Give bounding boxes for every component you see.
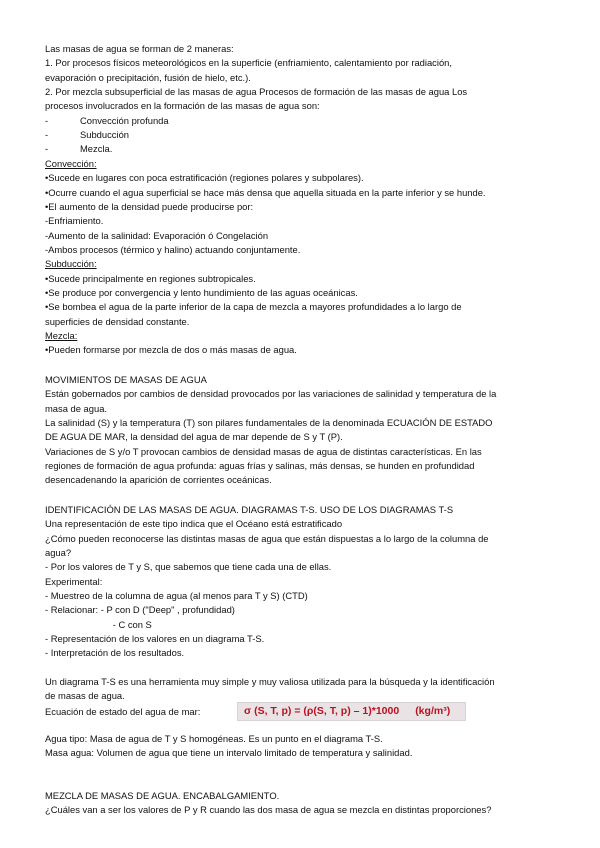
conveccion-line: •Ocurre cuando el agua superficial se hace más densa que aquella situada en la parte inferior y se hunde.	[45, 186, 486, 198]
diagrama-section	[45, 675, 556, 704]
movimientos-line: DE AGUA DE MAR, la densidad del agua de mar depende de S y T (P).	[45, 431, 343, 443]
masa-agua-line: Masa agua: Volumen de agua que tiene un intervalo limitado de temperatura y salinidad.	[45, 747, 413, 759]
movimientos-line: La salinidad (S) y la temperatura (T) son pilares fundamentales de la denominada ECUACIÓN DE ESTADO	[45, 417, 493, 429]
mezcla-masas-title: MEZCLA DE MASAS DE AGUA. ENCABALGAMIENTO.	[45, 790, 280, 801]
agua-tipo-line: Agua tipo: Masa de agua de T y S homogéneas. Es un punto en el diagrama T-S.	[45, 733, 383, 744]
list-bullet: -	[45, 129, 49, 141]
diagrama-line-1: Un diagrama T-S es una herramienta muy simple y muy valiosa utilizada para la búsqueda y la identificación	[45, 676, 495, 687]
subduccion-line: •Se bombea el agua de la parte inferior de la capa de mezcla a mayores profundidades a lo largo de	[45, 301, 462, 313]
identificacion-line: - Relacionar: - P con D ("Deep" , profundidad)	[45, 604, 235, 616]
intro-line-3: evaporación o precipitación, fusión de hielo, etc.).	[45, 71, 251, 83]
conveccion-line: •El aumento de la densidad puede producirse por:	[45, 201, 254, 213]
identificacion-line: - Por los valores de T y S, que sabemos que tiene cada una de ellas.	[45, 561, 332, 573]
identificacion-section	[45, 503, 556, 661]
mezcla-masas-question: ¿Cuáles van a ser los valores de P y R cuando las dos masa de agua se mezcla en distintas proporciones?	[45, 804, 492, 816]
identificacion-line: agua?	[45, 547, 72, 559]
movimientos-section	[45, 373, 556, 488]
intro-line-2: 1. Por procesos físicos meteorológicos en la superficie (enfriamiento, calentamiento por radiación,	[45, 57, 452, 69]
equation-label: Ecuación de estado del agua de mar:	[45, 706, 201, 717]
movimientos-line: masa de agua.	[45, 402, 108, 414]
conveccion-section	[45, 157, 556, 358]
movimientos-line: Están gobernados por cambios de densidad provocados por las variaciones de salinidad y temperatura de la	[45, 388, 497, 400]
subduccion-line: •Sucede principalmente en regiones subtropicales.	[45, 272, 256, 284]
movimientos-title: MOVIMIENTOS DE MASAS DE AGUA	[45, 374, 207, 385]
identificacion-line: Una representación de este tipo indica que el Océano está estratificado	[45, 518, 343, 530]
movimientos-line: regiones de formación de agua profunda: aguas frías y salinas, más densas, se hunden en profundidad	[45, 460, 475, 472]
intro-block	[45, 42, 556, 114]
diagrama-line-2: de masas de agua.	[45, 690, 125, 702]
list-item-conveccion: Convección profunda	[80, 114, 169, 126]
conveccion-heading: Convección:	[45, 158, 97, 169]
subduccion-heading: Subducción:	[45, 258, 97, 270]
conveccion-line: -Aumento de la salinidad: Evaporación ó Congelación	[45, 229, 269, 241]
subduccion-line: superficies de densidad constante.	[45, 315, 190, 327]
list-item-mezcla: Mezcla.	[80, 143, 113, 155]
mezcla-line: •Pueden formarse por mezcla de dos o más masas de agua.	[45, 344, 297, 356]
identificacion-line: - Interpretación de los resultados.	[45, 647, 185, 659]
list-item-subduccion: Subducción	[80, 129, 129, 141]
list-bullet: -	[45, 114, 49, 126]
movimientos-line: Variaciones de S y/o T provocan cambios de densidad masas de agua de distintas características. En las	[45, 445, 482, 457]
conveccion-line: •Sucede en lugares con poca estratificación (regiones polares y subpolares).	[45, 172, 364, 184]
identificacion-line: - Representación de los valores en un diagrama T-S.	[45, 633, 265, 645]
equation-formula-wrapper	[244, 704, 450, 718]
subduccion-line: •Se produce por convergencia y lento hundimiento de las aguas oceánicas.	[45, 287, 358, 299]
identificacion-title: IDENTIFICACIÓN DE LAS MASAS DE AGUA. DIAGRAMAS T-S. USO DE LOS DIAGRAMAS T-S	[45, 504, 454, 515]
identificacion-line: - C con S	[45, 618, 152, 630]
list-bullet: -	[45, 143, 49, 155]
identificacion-line: ¿Cómo pueden reconocerse las distintas masas de agua que están dispuestas a lo largo de la columna de	[45, 532, 489, 544]
conveccion-line: -Ambos procesos (térmico y halino) actuando conjuntamente.	[45, 244, 301, 256]
equation-formula: σ (S, T, p) = (ρ(S, T, p) – 1)*1000	[244, 705, 400, 717]
mezcla-heading: Mezcla:	[45, 330, 78, 342]
intro-line-5: procesos involucrados en la formación de las masas de agua son:	[45, 100, 320, 112]
intro-line-1: Las masas de agua se forman de 2 maneras:	[45, 43, 234, 54]
movimientos-line: desencadenando la aparición de corrientes oceánicas.	[45, 474, 272, 486]
agua-tipo-block	[45, 732, 556, 761]
mezcla-masas-section	[45, 789, 556, 818]
equation-unit: (kg/m³)	[415, 705, 451, 717]
identificacion-line: Experimental:	[45, 575, 103, 587]
conveccion-line: -Enfriamiento.	[45, 215, 104, 227]
identificacion-line: - Muestreo de la columna de agua (al menos para T y S) (CTD)	[45, 590, 308, 602]
intro-line-4: 2. Por mezcla subsuperficial de las masas de agua Procesos de formación de las masas de agua Los	[45, 86, 468, 98]
